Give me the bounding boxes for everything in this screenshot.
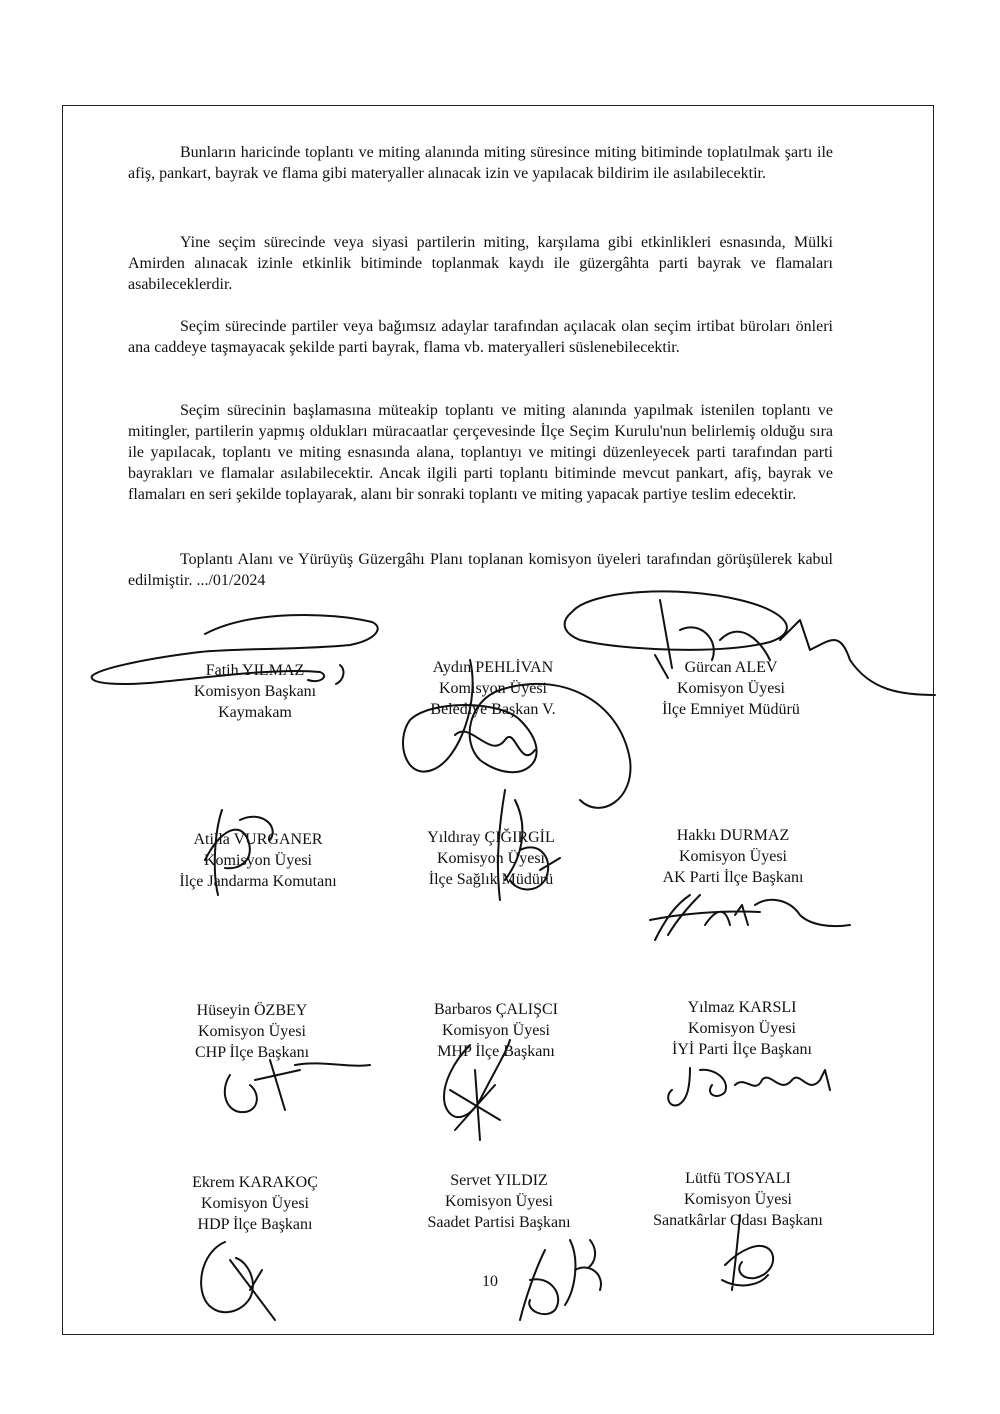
signatory-title: İlçe Jandarma Komutanı [179,873,337,890]
signatory-role: Komisyon Üyesi [204,852,312,869]
signatory-title: İlçe Sağlık Müdürü [428,871,554,888]
signatory-title: HDP İlçe Başkanı [197,1216,313,1233]
signatory-title: MHP İlçe Başkanı [437,1043,555,1060]
signatory-name: Gürcan ALEV [684,659,778,676]
signatory-role: Komisyon Üyesi [684,1191,792,1208]
signature-yilmaz-karsli [668,1068,830,1105]
signature-yildiray-cigirgil [498,790,560,900]
signatory-role: Komisyon Başkanı [193,683,317,700]
paragraph-4: Seçim sürecinin başlamasına müteakip toplantı ve miting alanında yapılmak istenilen toplantı ve mitingler, partilerin yapmış oldukları müracaatlar çerçevesinde İlçe Seçim Kurulu'nun belirlemiş olduğu sıra ile yapılacak, toplantı ve miting esnasında alana, toplantıyı ve mitingi düzenleyecek parti tarafından parti bayrakları ve flamalar asılabilecektir. Ancak ilgili parti toplantı bitiminde mevcut pankart, afiş, bayrak ve flamaları en seri şekilde toplayarak, alanı bir sonraki toplantı ve miting yapacak partiye teslim edecektir. [128,402,833,503]
paragraph-3: Seçim sürecinde partiler veya bağımsız adaylar tarafından açılacak olan seçim irtibat büroları önleri ana caddeye taşmayacak şekilde parti bayrak, flama vb. materyalleri süslenebilecektir. [128,318,833,356]
signature-fatih-yilmaz [92,615,378,684]
paragraph-5: Toplantı Alanı ve Yürüyüş Güzergâhı Planı toplanan komisyon üyeleri tarafından görüşülerek kabul edilmiştir. .../01/2024 [128,551,833,589]
signatory-title: Kaymakam [218,704,292,721]
signature-hakki-durmaz [650,895,850,940]
signatory-name: Hakkı DURMAZ [676,827,790,844]
paragraph-1: Bunların haricinde toplantı ve miting alanında miting süresince miting bitiminde toplatılmak şartı ile afiş, pankart, bayrak ve flama gibi materyaller alınacak izin ve yapılacak bildirim ile asılabilecektir. [128,144,833,182]
signatory-title: İlçe Emniyet Müdürü [662,701,800,718]
signature-servet-yildiz [520,1240,601,1320]
signature-huseyin-ozbey [225,1060,370,1112]
signature-gurcan-alev [565,591,935,695]
signatory-name: Aydın PEHLİVAN [432,659,554,676]
signatory-role: Komisyon Üyesi [445,1193,553,1210]
signatory-title: Belediye Başkan V. [430,701,556,718]
signatory-role: Komisyon Üyesi [679,848,787,865]
signatory-name: Lütfü TOSYALI [685,1170,791,1187]
signatory-name: Servet YILDIZ [450,1172,548,1189]
signatory-name: Atilla VURGANER [193,831,323,848]
signatory-role: Komisyon Üyesi [198,1023,306,1040]
signatory-role: Komisyon Üyesi [201,1195,309,1212]
signatory-role: Komisyon Üyesi [437,850,545,867]
signatory-name: Fatih YILMAZ [205,662,305,679]
signatory-title: CHP İlçe Başkanı [194,1044,310,1061]
signatory-name: Barbaros ÇALIŞCI [434,1001,558,1018]
signatory-name: Hüseyin ÖZBEY [196,1002,308,1019]
signature-lutfu-tosyali [722,1215,773,1290]
paragraph-2: Yine seçim sürecinde veya siyasi partilerin miting, karşılama gibi etkinlikleri esnasında, Mülki Amirden alınacak izinle etkinlik bitiminde toplanmak kaydı ile güzergâhta parti bayrak ve flamaları asabileceklerdir. [128,234,833,293]
signature-barbaros-calisci [444,1040,510,1140]
signatory-title: Saadet Partisi Başkanı [427,1214,571,1231]
signatory-title: Sanatkârlar Odası Başkanı [653,1212,823,1229]
signatory-name: Yılmaz KARSLI [687,999,797,1016]
signature-atilla-vurganer [205,810,273,895]
signature-aydin-pehlivan [403,660,630,808]
page-number: 10 [482,1273,498,1290]
signatory-role: Komisyon Üyesi [439,680,547,697]
signatory-name: Ekrem KARAKOÇ [192,1174,318,1191]
signature-ekrem-karakoc [201,1242,275,1320]
signatory-role: Komisyon Üyesi [442,1022,550,1039]
signatory-title: AK Parti İlçe Başkanı [662,869,804,886]
signatory-role: Komisyon Üyesi [688,1020,796,1037]
signatory-name: Yıldıray ÇIĞIRGİL [427,829,555,846]
signatory-title: İYİ Parti İlçe Başkanı [672,1041,812,1058]
signatory-role: Komisyon Üyesi [677,680,785,697]
